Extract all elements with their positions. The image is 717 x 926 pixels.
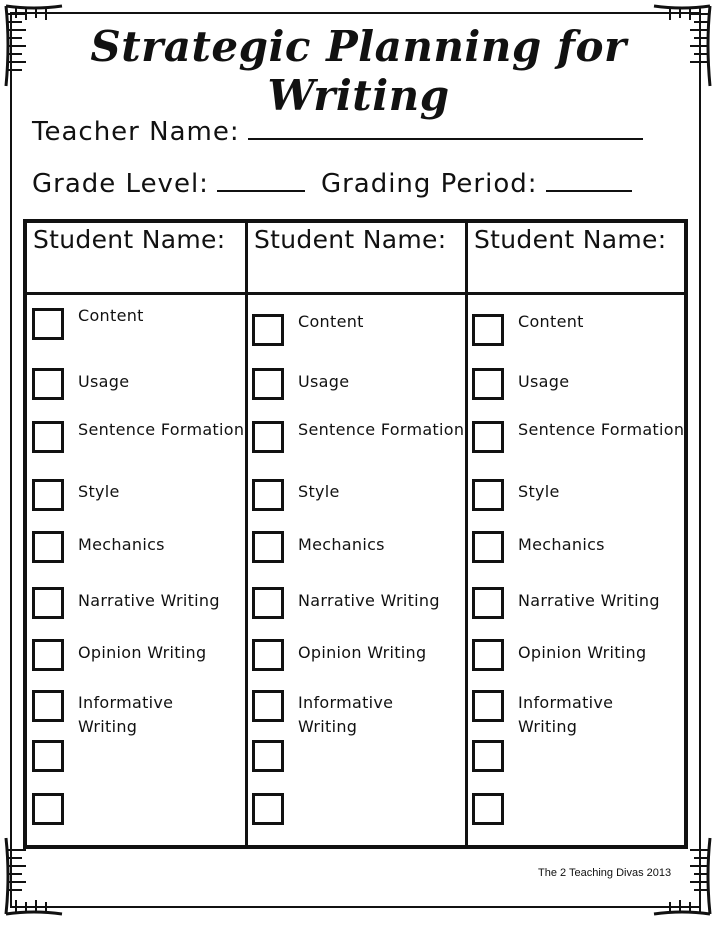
item-label: Informative Writing [518,693,614,736]
student-name-header: Student Name: [254,225,447,254]
checkbox[interactable] [252,639,284,671]
checkbox[interactable] [472,314,504,346]
item-label: Content [78,306,144,325]
checkbox[interactable] [252,793,284,825]
item-label: Content [518,312,584,331]
teacher-name-label: Teacher Name: [32,117,240,147]
grade-level-blank[interactable] [217,166,305,192]
checkbox[interactable] [472,421,504,453]
checkbox[interactable] [252,740,284,772]
checkbox[interactable] [32,308,64,340]
checklist-column-2 [252,223,472,845]
checkbox[interactable] [32,793,64,825]
checkbox[interactable] [252,587,284,619]
checkbox[interactable] [472,793,504,825]
grade-level-label: Grade Level: [32,169,209,199]
student-name-header: Student Name: [33,225,226,254]
checkbox[interactable] [472,531,504,563]
footer-credit: The 2 Teaching Divas 2013 [538,867,672,879]
checkbox[interactable] [32,421,64,453]
item-label: Opinion Writing [78,643,207,662]
checklist-column-1 [32,223,252,845]
teacher-name-blank[interactable] [248,114,643,140]
checkbox[interactable] [32,479,64,511]
grade-row [32,166,632,199]
checkbox[interactable] [252,421,284,453]
checkbox[interactable] [32,639,64,671]
item-label: Sentence Formation [78,420,245,439]
item-label: Usage [298,372,350,391]
checkbox[interactable] [472,690,504,722]
item-label: Style [298,482,340,501]
item-label: Opinion Writing [298,643,427,662]
checkbox[interactable] [472,587,504,619]
item-label: Informative Writing [298,693,394,736]
checkbox[interactable] [32,690,64,722]
checkbox[interactable] [252,368,284,400]
checkbox[interactable] [32,368,64,400]
item-label: Narrative Writing [78,591,220,610]
grading-period-label: Grading Period: [320,169,538,199]
checkbox[interactable] [252,479,284,511]
checkbox[interactable] [472,639,504,671]
item-label: Mechanics [298,535,385,554]
item-label: Content [298,312,364,331]
item-label: Usage [518,372,570,391]
student-name-header: Student Name: [474,225,667,254]
checkbox[interactable] [472,479,504,511]
item-label: Sentence Formation [298,420,465,439]
checklist-column-3 [472,223,692,845]
item-label: Mechanics [518,535,605,554]
item-label: Mechanics [78,535,165,554]
checkbox[interactable] [32,531,64,563]
item-label: Informative Writing [78,693,174,736]
item-label: Style [518,482,560,501]
item-label: Opinion Writing [518,643,647,662]
grading-period-blank[interactable] [546,166,632,192]
checkbox[interactable] [472,740,504,772]
checkbox[interactable] [252,531,284,563]
item-label: Usage [78,372,130,391]
checkbox[interactable] [472,368,504,400]
item-label: Narrative Writing [298,591,440,610]
checkbox[interactable] [252,690,284,722]
checkbox[interactable] [32,587,64,619]
checkbox[interactable] [32,740,64,772]
checkbox[interactable] [252,314,284,346]
student-grid [23,219,688,849]
item-label: Narrative Writing [518,591,660,610]
teacher-name-row [32,114,643,147]
page-title: Strategic Planning for Writing [90,22,627,120]
item-label: Sentence Formation [518,420,685,439]
item-label: Style [78,482,120,501]
